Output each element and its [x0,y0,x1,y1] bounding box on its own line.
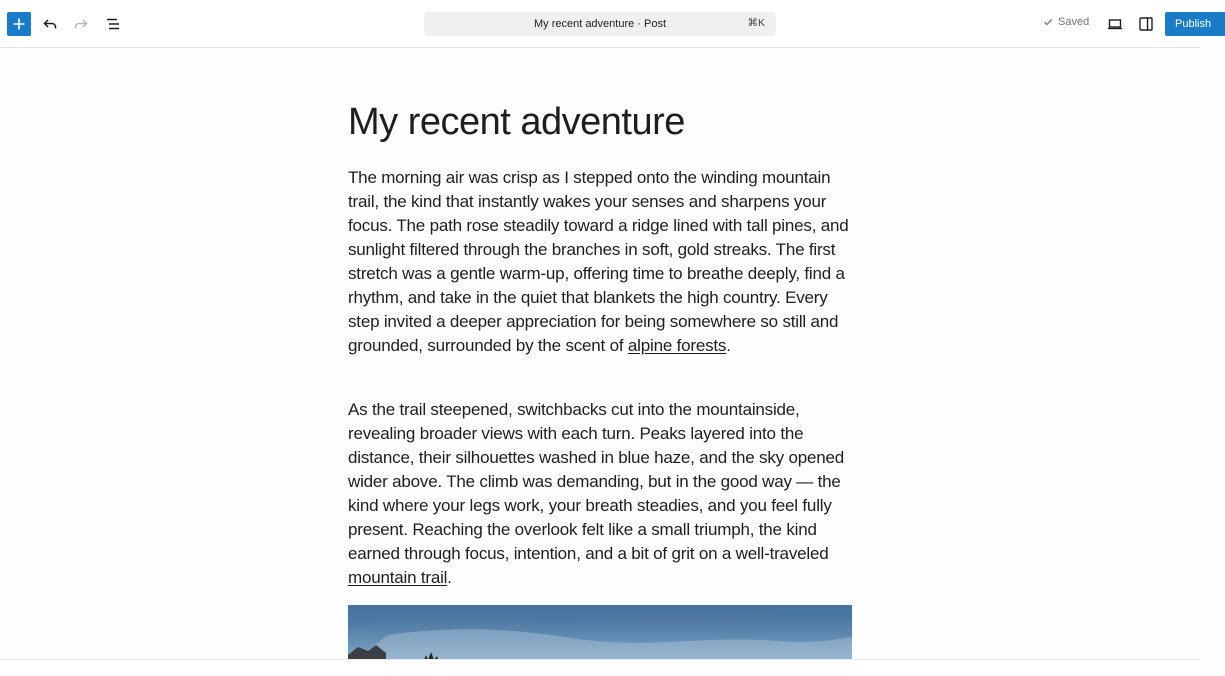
sidebar-toggle-icon [1138,16,1154,32]
desktop-view-icon [1107,16,1123,32]
undo-icon [42,16,58,32]
editor-footer [0,659,1200,676]
block-inserter-button[interactable] [7,12,31,36]
paragraph-block[interactable] [348,166,852,358]
paragraph-block[interactable] [348,398,852,590]
editor-header [0,0,1212,48]
save-status [1043,16,1089,28]
paragraph-end: . [447,568,452,587]
command-palette-bar[interactable] [424,12,776,36]
editor-canvas [0,49,1200,659]
check-icon [1043,17,1053,27]
settings-sidebar-button[interactable] [1134,12,1158,36]
undo-button[interactable] [38,12,62,36]
list-view-icon [105,16,121,32]
saved-label: Saved [1058,16,1090,28]
publish-button[interactable]: Publish [1165,12,1225,36]
redo-button[interactable] [69,12,93,36]
document-overview-button[interactable] [101,12,125,36]
command-shortcut: ⌘K [747,17,765,29]
mountain-trail-link[interactable]: mountain trail [348,568,448,587]
preview-button[interactable] [1103,12,1127,36]
mountain-photo [348,605,852,665]
paragraph-text: The morning air was crisp as I stepped onto the winding mountain trail, the kind that instantly wakes your senses and sharpens your focus. The path rose steadily toward a ridge lined with tall pines, and sunlight filtered through the branches in soft, gold streaks. The first stretch was a gentle warm-up, offering time to breathe deeply, find a rhythm, and take in the quiet that blankets the high country. Every step invited a deeper appreciation for being somewhere so still and grounded, surrounded by the scent of [348,168,849,355]
post-title[interactable]: My recent adventure [348,101,685,143]
paragraph-text: As the trail steepened, switchbacks cut into the mountainside, revealing broader views with each turn. Peaks layered into the distance, their silhouettes washed in blue haze, and the sky opened wider above. The climb was demanding, but in the good way — the kind where your legs work, your breath steadies, and you feel fully present. Reaching the overlook felt like a small triumph, the kind earned through focus, intention, and a bit of grit on a well-traveled [348,400,844,563]
plus-icon [12,17,26,31]
alpine-forests-link[interactable]: alpine forests [627,336,727,355]
document-title: My recent adventure · Post [533,18,667,30]
paragraph-end: . [726,336,731,355]
redo-icon [73,16,89,32]
image-block[interactable] [348,605,852,665]
